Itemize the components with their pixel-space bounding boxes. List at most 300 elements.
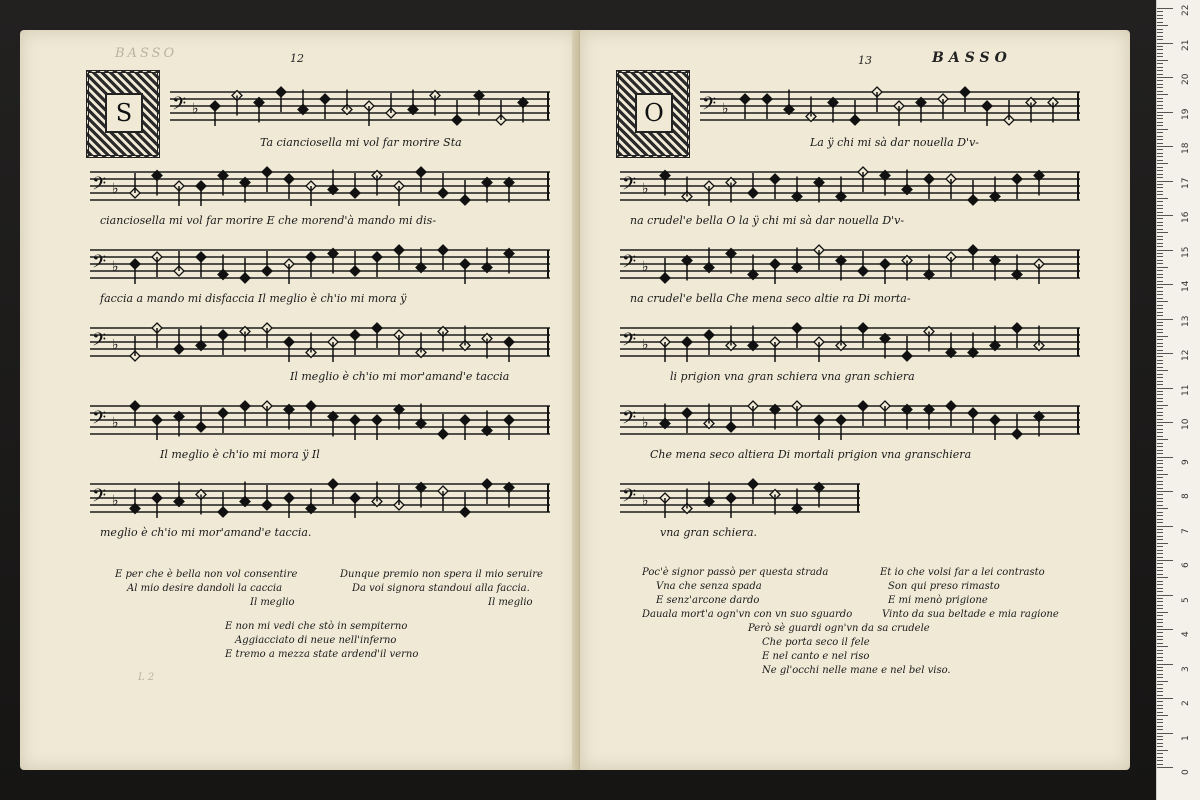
ruler-minor-tick (1157, 243, 1163, 244)
right-page (580, 30, 1130, 770)
decorated-initial-s (86, 70, 160, 158)
ruler-major-tick (1157, 698, 1173, 699)
ruler-minor-tick (1157, 488, 1163, 489)
ruler-minor-tick (1157, 301, 1168, 302)
ruler-major-tick (1157, 181, 1173, 182)
ruler-minor-tick (1157, 122, 1163, 123)
ruler-minor-tick (1157, 312, 1163, 313)
staff-row-3 (620, 240, 1080, 290)
ruler-label: 14 (1181, 280, 1191, 292)
ruler-minor-tick (1157, 463, 1163, 464)
ruler-minor-tick (1157, 187, 1163, 188)
stanza-1-line-2: Al mio desire dandoli la caccia (127, 583, 283, 594)
ruler-minor-tick (1157, 546, 1163, 547)
lyric-line-3: na crudel'e bella Che mena seco altie ra Di morta- (630, 292, 911, 305)
stanza-2-line-2: Da voi signora standoui alla faccia. (352, 583, 530, 594)
ruler-minor-tick (1157, 370, 1168, 371)
ruler-minor-tick (1157, 225, 1163, 226)
ruler-minor-tick (1157, 567, 1163, 568)
ruler-minor-tick (1157, 453, 1163, 454)
ruler-minor-tick (1157, 350, 1163, 351)
ruler-minor-tick (1157, 736, 1163, 737)
ruler-minor-tick (1157, 53, 1163, 54)
stanza-1-line-4: Dauala mort'a ogn'vn con vn suo sguardo (642, 609, 853, 620)
flat-sign-icon: ♭ (112, 415, 119, 431)
bass-clef-icon: 𝄢 (622, 486, 637, 511)
ruler-label: 5 (1181, 596, 1191, 603)
ruler-minor-tick (1157, 11, 1163, 12)
ruler-minor-tick (1157, 739, 1163, 740)
stanza-3-line-4: Ne gl'occhi nelle mane e nel bel viso. (762, 665, 951, 676)
flat-sign-icon: ♭ (642, 415, 649, 431)
ruler-minor-tick (1157, 615, 1163, 616)
ruler-minor-tick (1157, 343, 1163, 344)
ruler-minor-tick (1157, 256, 1163, 257)
ruler-minor-tick (1157, 336, 1168, 337)
ruler-minor-tick (1157, 474, 1168, 475)
ruler-label: 4 (1181, 631, 1191, 637)
ruler-minor-tick (1157, 105, 1163, 106)
ruler-minor-tick (1157, 684, 1163, 685)
ruler-major-tick (1157, 8, 1173, 9)
ruler-minor-tick (1157, 167, 1163, 168)
ruler-minor-tick (1157, 70, 1163, 71)
ruler-label: 15 (1181, 246, 1191, 258)
lyric-line-6: vna gran schiera. (660, 526, 758, 539)
ruler-minor-tick (1157, 298, 1163, 299)
ruler-minor-tick (1157, 91, 1163, 92)
bass-clef-icon: 𝄢 (92, 252, 107, 277)
ruler-minor-tick (1157, 750, 1168, 751)
ruler-minor-tick (1157, 18, 1163, 19)
ruler-minor-tick (1157, 94, 1168, 95)
initial-letter: O (635, 93, 673, 133)
ruler-minor-tick (1157, 191, 1163, 192)
decorated-initial-o (616, 70, 690, 158)
stanza-1 (115, 568, 297, 610)
ruler-minor-tick (1157, 584, 1163, 585)
lyric-line-5: Il meglio è ch'io mi mora ÿ Il (160, 448, 320, 461)
ruler-minor-tick (1157, 405, 1168, 406)
ruler-minor-tick (1157, 764, 1163, 765)
ruler-minor-tick (1157, 498, 1163, 499)
bass-clef-icon: 𝄢 (172, 94, 187, 119)
ruler-minor-tick (1157, 239, 1163, 240)
ruler-minor-tick (1157, 436, 1163, 437)
ruler-minor-tick (1157, 746, 1163, 747)
ruler-minor-tick (1157, 439, 1168, 440)
ruler-minor-tick (1157, 149, 1163, 150)
ruler-minor-tick (1157, 246, 1163, 247)
faint-header-basso: BASSO (115, 46, 178, 61)
ruler-minor-tick (1157, 760, 1163, 761)
staff-row-5 (620, 396, 1080, 446)
ruler-minor-tick (1157, 450, 1163, 451)
ruler-major-tick (1157, 457, 1173, 458)
ruler-minor-tick (1157, 553, 1163, 554)
ruler-minor-tick (1157, 15, 1163, 16)
ruler-minor-tick (1157, 87, 1163, 88)
flat-sign-icon: ♭ (642, 259, 649, 275)
ruler-minor-tick (1157, 646, 1168, 647)
staff-row-1 (170, 82, 550, 132)
ruler-minor-tick (1157, 494, 1163, 495)
ruler-label: 9 (1181, 458, 1191, 465)
lyric-line-6: meglio è ch'io mi mor'amand'e taccia. (100, 526, 312, 539)
ruler-major-tick (1157, 733, 1173, 734)
measuring-ruler (1156, 0, 1200, 800)
ruler-minor-tick (1157, 274, 1163, 275)
ruler-major-tick (1157, 664, 1173, 665)
ruler-major-tick (1157, 491, 1173, 492)
bass-clef-icon: 𝄢 (92, 408, 107, 433)
ruler-minor-tick (1157, 667, 1163, 668)
ruler-minor-tick (1157, 712, 1163, 713)
ruler-minor-tick (1157, 532, 1163, 533)
footer-mark: L 2 (138, 672, 155, 683)
ruler-minor-tick (1157, 670, 1163, 671)
staff-row-5 (90, 396, 550, 446)
bass-clef-icon: 𝄢 (622, 408, 637, 433)
ruler-label: 20 (1181, 73, 1191, 85)
ruler-major-tick (1157, 77, 1173, 78)
ruler-minor-tick (1157, 626, 1163, 627)
lyric-line-4: li prigion vna gran schiera vna gran schiera (670, 370, 915, 383)
ruler-minor-tick (1157, 377, 1163, 378)
ruler-minor-tick (1157, 381, 1163, 382)
ruler-minor-tick (1157, 325, 1163, 326)
ruler-major-tick (1157, 215, 1173, 216)
ruler-minor-tick (1157, 653, 1163, 654)
ruler-label: 16 (1181, 211, 1191, 223)
ruler-label: 21 (1181, 39, 1191, 51)
flat-sign-icon: ♭ (192, 101, 199, 117)
stanza-2-line-4: Vinto da sua beltade e mia ragione (882, 609, 1059, 620)
lyric-line-1: La ÿ chi mi sà dar nouella D'v- (810, 136, 979, 149)
ruler-minor-tick (1157, 677, 1163, 678)
ruler-minor-tick (1157, 208, 1163, 209)
ruler-minor-tick (1157, 743, 1163, 744)
bass-clef-icon: 𝄢 (92, 486, 107, 511)
ruler-label: 22 (1181, 4, 1191, 16)
ruler-minor-tick (1157, 212, 1163, 213)
ruler-minor-tick (1157, 688, 1163, 689)
staff-row-3 (90, 240, 550, 290)
ruler-minor-tick (1157, 32, 1163, 33)
ruler-label: 13 (1181, 315, 1191, 327)
ruler-minor-tick (1157, 194, 1163, 195)
ruler-minor-tick (1157, 481, 1163, 482)
ruler-minor-tick (1157, 608, 1163, 609)
ruler-minor-tick (1157, 125, 1163, 126)
ruler-minor-tick (1157, 170, 1163, 171)
bass-clef-icon: 𝄢 (702, 94, 717, 119)
ruler-major-tick (1157, 422, 1173, 423)
lyric-line-2: cianciosella mi vol far morire E che morend'à mando mi dis- (100, 214, 437, 227)
ruler-minor-tick (1157, 598, 1163, 599)
ruler-major-tick (1157, 595, 1173, 596)
ruler-minor-tick (1157, 536, 1163, 537)
ruler-minor-tick (1157, 401, 1163, 402)
ruler-minor-tick (1157, 432, 1163, 433)
ruler-minor-tick (1157, 681, 1168, 682)
ruler-minor-tick (1157, 619, 1163, 620)
ruler-minor-tick (1157, 129, 1168, 130)
ruler-label: 18 (1181, 142, 1191, 154)
ruler-minor-tick (1157, 56, 1163, 57)
ruler-minor-tick (1157, 39, 1163, 40)
ruler-minor-tick (1157, 143, 1163, 144)
ruler-minor-tick (1157, 236, 1163, 237)
stanza-3-line-1: Però sè guardi ogn'vn da sa crudele (748, 623, 930, 634)
ruler-minor-tick (1157, 691, 1163, 692)
ruler-minor-tick (1157, 108, 1163, 109)
ruler-major-tick (1157, 353, 1173, 354)
stanza-1-line-3: E senz'arcone dardo (656, 595, 760, 606)
staff-row-4 (90, 318, 550, 368)
ruler-major-tick (1157, 629, 1173, 630)
ruler-minor-tick (1157, 539, 1163, 540)
ruler-major-tick (1157, 526, 1173, 527)
lyric-line-3: faccia a mando mi disfaccia Il meglio è ch'io mi mora ÿ (100, 292, 407, 305)
flat-sign-icon: ♭ (112, 259, 119, 275)
stanza-2-line-1: Et io che volsi far a lei contrasto (880, 567, 1045, 578)
ruler-minor-tick (1157, 577, 1168, 578)
ruler-minor-tick (1157, 98, 1163, 99)
ruler-minor-tick (1157, 174, 1163, 175)
ruler-minor-tick (1157, 522, 1163, 523)
open-book (20, 30, 1130, 770)
ruler-minor-tick (1157, 184, 1163, 185)
ruler-major-tick (1157, 43, 1173, 44)
ruler-major-tick (1157, 112, 1173, 113)
ruler-minor-tick (1157, 722, 1163, 723)
ruler-minor-tick (1157, 429, 1163, 430)
ruler-minor-tick (1157, 477, 1163, 478)
ruler-minor-tick (1157, 270, 1163, 271)
ruler-major-tick (1157, 250, 1173, 251)
ruler-minor-tick (1157, 701, 1163, 702)
ruler-minor-tick (1157, 322, 1163, 323)
ruler-label: 17 (1181, 177, 1191, 189)
ruler-minor-tick (1157, 708, 1163, 709)
ruler-minor-tick (1157, 315, 1163, 316)
lyric-line-2: na crudel'e bella O la ÿ chi mi sà dar nouella D'v- (630, 214, 905, 227)
ruler-minor-tick (1157, 508, 1168, 509)
ruler-label: 7 (1181, 527, 1191, 534)
staff-row-2 (90, 162, 550, 212)
ruler-minor-tick (1157, 729, 1163, 730)
ruler-minor-tick (1157, 512, 1163, 513)
lyric-line-1: Ta cianciosella mi vol far morire Sta (260, 136, 462, 149)
ruler-minor-tick (1157, 287, 1163, 288)
staff-row-1 (700, 82, 1080, 132)
ruler-minor-tick (1157, 201, 1163, 202)
ruler-minor-tick (1157, 543, 1168, 544)
stanza-3-line-3: E nel canto e nel riso (762, 651, 870, 662)
ruler-minor-tick (1157, 660, 1163, 661)
ruler-minor-tick (1157, 367, 1163, 368)
ruler-minor-tick (1157, 267, 1168, 268)
stanza-3-line-3: E tremo a mezza state ardend'il verno (225, 649, 419, 660)
ruler-minor-tick (1157, 156, 1163, 157)
ruler-minor-tick (1157, 263, 1163, 264)
ruler-minor-tick (1157, 415, 1163, 416)
ruler-minor-tick (1157, 281, 1163, 282)
stanza-1-line-1: Poc'è signor passò per questa strada (642, 567, 829, 578)
ruler-minor-tick (1157, 329, 1163, 330)
ruler-minor-tick (1157, 339, 1163, 340)
ruler-label: 8 (1181, 493, 1191, 499)
ruler-minor-tick (1157, 470, 1163, 471)
flat-sign-icon: ♭ (112, 493, 119, 509)
ruler-minor-tick (1157, 394, 1163, 395)
ruler-minor-tick (1157, 218, 1163, 219)
ruler-minor-tick (1157, 639, 1163, 640)
ruler-minor-tick (1157, 425, 1163, 426)
staff-row-4 (620, 318, 1080, 368)
ruler-minor-tick (1157, 398, 1163, 399)
ruler-minor-tick (1157, 419, 1163, 420)
ruler-minor-tick (1157, 132, 1163, 133)
flat-sign-icon: ♭ (642, 337, 649, 353)
stanza-3-line-2: Che porta seco il fele (762, 637, 870, 648)
ruler-minor-tick (1157, 605, 1163, 606)
page-number-right: 13 (858, 54, 872, 67)
staff-row-6 (620, 474, 860, 524)
ruler-minor-tick (1157, 674, 1163, 675)
flat-sign-icon: ♭ (642, 493, 649, 509)
ruler-minor-tick (1157, 505, 1163, 506)
ruler-minor-tick (1157, 726, 1163, 727)
ruler-minor-tick (1157, 232, 1168, 233)
ruler-minor-tick (1157, 705, 1163, 706)
ruler-minor-tick (1157, 557, 1163, 558)
ruler-label: 2 (1181, 700, 1191, 706)
ruler-minor-tick (1157, 391, 1163, 392)
ruler-label: 0 (1181, 769, 1191, 775)
ruler-minor-tick (1157, 374, 1163, 375)
ruler-minor-tick (1157, 563, 1163, 564)
stanza-3-line-1: E non mi vedi che stò in sempiterno (225, 621, 408, 632)
ruler-minor-tick (1157, 115, 1163, 116)
ruler-minor-tick (1157, 581, 1163, 582)
ruler-minor-tick (1157, 101, 1163, 102)
lyric-line-4: Il meglio è ch'io mi mor'amand'e taccia (290, 370, 510, 383)
ruler-minor-tick (1157, 643, 1163, 644)
ruler-minor-tick (1157, 277, 1163, 278)
header-basso: BASSO (932, 50, 1012, 66)
stanza-1-line-2: Vna che senza spada (656, 581, 762, 592)
ruler-minor-tick (1157, 356, 1163, 357)
ruler-minor-tick (1157, 80, 1163, 81)
ruler-minor-tick (1157, 412, 1163, 413)
stanza-3 (225, 620, 418, 662)
ruler-minor-tick (1157, 612, 1168, 613)
flat-sign-icon: ♭ (112, 337, 119, 353)
ruler-minor-tick (1157, 294, 1163, 295)
stanza-2-line-3: Il meglio (488, 597, 533, 608)
ruler-minor-tick (1157, 177, 1163, 178)
ruler-minor-tick (1157, 36, 1163, 37)
ruler-minor-tick (1157, 467, 1163, 468)
ruler-minor-tick (1157, 29, 1163, 30)
staff-row-2 (620, 162, 1080, 212)
ruler-minor-tick (1157, 84, 1163, 85)
ruler-minor-tick (1157, 446, 1163, 447)
ruler-minor-tick (1157, 49, 1163, 50)
stanza-2-line-3: E mi menò prigione (888, 595, 988, 606)
ruler-minor-tick (1157, 529, 1163, 530)
ruler-minor-tick (1157, 719, 1163, 720)
ruler-minor-tick (1157, 484, 1163, 485)
ruler-minor-tick (1157, 515, 1163, 516)
ruler-minor-tick (1157, 25, 1168, 26)
ruler-major-tick (1157, 284, 1173, 285)
ruler-minor-tick (1157, 443, 1163, 444)
ruler-minor-tick (1157, 588, 1163, 589)
ruler-minor-tick (1157, 118, 1163, 119)
stanza-2-line-1: Dunque premio non spera il mio seruire (340, 569, 543, 580)
ruler-minor-tick (1157, 139, 1163, 140)
ruler-minor-tick (1157, 160, 1163, 161)
ruler-minor-tick (1157, 74, 1163, 75)
ruler-minor-tick (1157, 757, 1163, 758)
ruler-label: 3 (1181, 665, 1191, 672)
bass-clef-icon: 𝄢 (622, 174, 637, 199)
ruler-minor-tick (1157, 22, 1163, 23)
ruler-minor-tick (1157, 408, 1163, 409)
ruler-minor-tick (1157, 753, 1163, 754)
ruler-minor-tick (1157, 229, 1163, 230)
bass-clef-icon: 𝄢 (622, 330, 637, 355)
ruler-minor-tick (1157, 136, 1163, 137)
stanza-1-line-3: Il meglio (250, 597, 295, 608)
ruler-minor-tick (1157, 332, 1163, 333)
ruler-minor-tick (1157, 460, 1163, 461)
ruler-minor-tick (1157, 260, 1163, 261)
ruler-minor-tick (1157, 715, 1168, 716)
ruler-minor-tick (1157, 153, 1163, 154)
ruler-minor-tick (1157, 253, 1163, 254)
stanza-2-line-2: Son qui preso rimasto (888, 581, 1000, 592)
ruler-minor-tick (1157, 601, 1163, 602)
ruler-major-tick (1157, 319, 1173, 320)
ruler-label: 19 (1181, 108, 1191, 120)
stanza-1-line-1: E per che è bella non vol consentire (115, 569, 298, 580)
stanza-3-line-2: Aggiacciato di neue nell'inferno (235, 635, 397, 646)
lyric-line-5: Che mena seco altiera Di mortali prigion vna granschiera (650, 448, 972, 461)
bass-clef-icon: 𝄢 (92, 330, 107, 355)
ruler-minor-tick (1157, 657, 1163, 658)
ruler-major-tick (1157, 146, 1173, 147)
bass-clef-icon: 𝄢 (622, 252, 637, 277)
stanza-1 (642, 566, 852, 622)
initial-letter: S (105, 93, 143, 133)
ruler-label: 10 (1181, 418, 1191, 430)
ruler-minor-tick (1157, 46, 1163, 47)
ruler-label: 6 (1181, 562, 1191, 568)
flat-sign-icon: ♭ (112, 181, 119, 197)
stanza-3 (748, 622, 951, 678)
ruler-minor-tick (1157, 550, 1163, 551)
ruler-minor-tick (1157, 291, 1163, 292)
stanza-2 (880, 566, 1059, 622)
ruler-minor-tick (1157, 67, 1163, 68)
ruler-label: 12 (1181, 349, 1191, 361)
ruler-minor-tick (1157, 163, 1168, 164)
ruler-minor-tick (1157, 363, 1163, 364)
